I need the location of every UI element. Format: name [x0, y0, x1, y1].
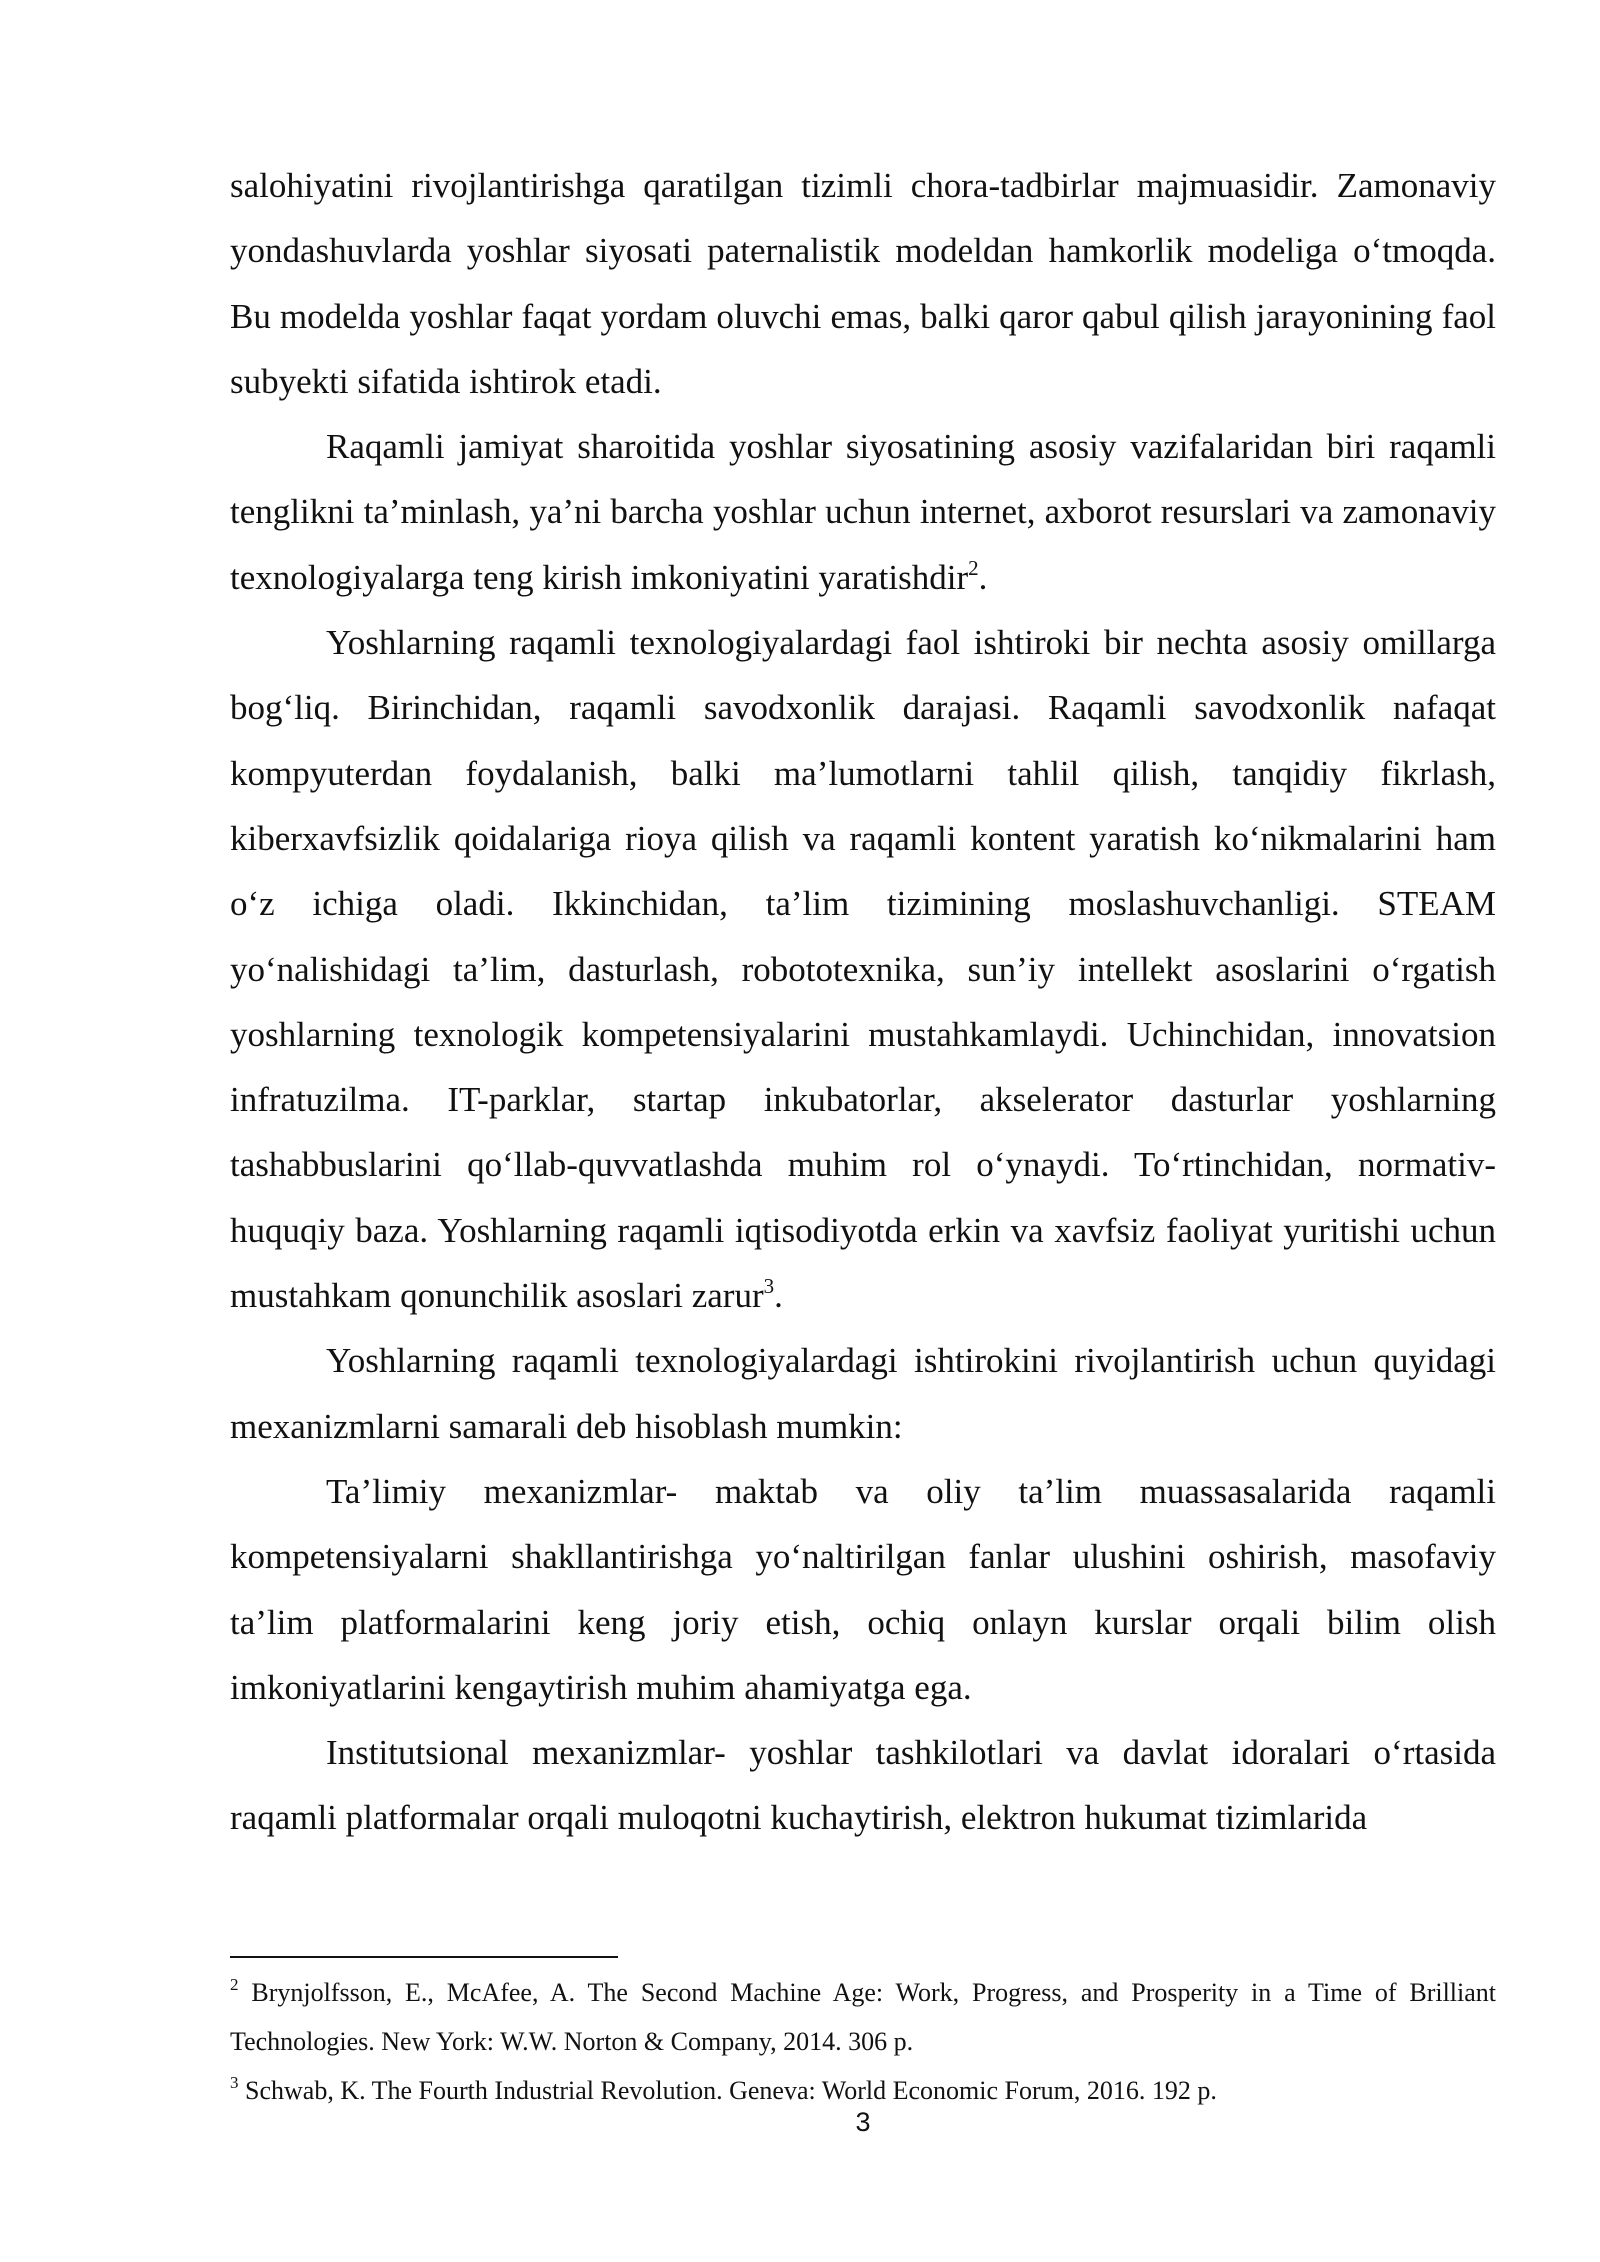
footnote-separator	[230, 1956, 618, 1958]
paragraph-text: Institutsional mexanizmlar- yoshlar tashkilotlari va davlat idoralari o‘rtasida raqamli platformalar orqali muloqotni kuchaytirish, elektron hukumat tizimlarida	[230, 1733, 1496, 1838]
paragraph-continuation	[230, 153, 1496, 414]
footnote-number: 2	[230, 1975, 239, 1994]
footnote-item	[230, 1968, 1496, 2066]
footnote-number: 3	[230, 2073, 239, 2092]
paragraph-text: Raqamli jamiyat sharoitida yoshlar siyosatining asosiy vazifalaridan biri raqamli tenglikni ta’minlash, ya’ni barcha yoshlar uchun internet, axborot resurslari va zamonaviy texnologiyalarga teng kirish imkoniyatini yaratishdir	[230, 427, 1496, 597]
paragraph-text: Yoshlarning raqamli texnologiyalardagi faol ishtiroki bir nechta asosiy omillarga bog‘liq. Birinchidan, raqamli savodxonlik darajasi. Raqamli savodxonlik nafaqat kompyuterdan foydalanish, balki ma’lumotlarni tahlil qilish, tanqidiy fikrlash, kiberxavfsizlik qoidalariga rioya qilish va raqamli kontent yaratish ko‘nikmalarini ham o‘z ichiga oladi. Ikkinchidan, ta’lim tizimining moslashuvchanligi. STEAM yo‘nalishidagi ta’lim, dasturlash, robototexnika, sun’iy intellekt asoslarini o‘rgatish yoshlarning texnologik kompetensiyalarini mustahkamlaydi. Uchinchidan, innovatsion infratuzilma. IT-parklar, startap inkubatorlar, akselerator dasturlar yoshlarning tashabbuslarini qo‘llab-quvvatlashda muhim rol o‘ynaydi. To‘rtinchidan, normativ-huquqiy baza. Yoshlarning raqamli iqtisodiyotda erkin va xavfsiz faoliyat yuritishi uchun mustahkam qonunchilik asoslari zarur	[230, 623, 1496, 1316]
paragraph-participation-factors	[230, 610, 1496, 1328]
paragraph-digital-equality	[230, 414, 1496, 610]
paragraph-educational-mechanisms	[230, 1459, 1496, 1720]
footnote-reference[interactable]: 2	[968, 555, 979, 580]
paragraph-mechanisms-intro	[230, 1328, 1496, 1459]
footnotes	[230, 1968, 1496, 2115]
page-number: 3	[855, 2107, 871, 2137]
footnote-text: Schwab, K. The Fourth Industrial Revolution. Geneva: World Economic Forum, 2016. 192 p.	[245, 2076, 1217, 2105]
body-text	[230, 153, 1496, 1851]
paragraph-text: Yoshlarning raqamli texnologiyalardagi ishtirokini rivojlantirish uchun quyidagi mexanizmlarni samarali deb hisoblash mumkin:	[230, 1341, 1496, 1446]
paragraph-tail: .	[774, 1276, 783, 1316]
paragraph-text: salohiyatini rivojlantirishga qaratilgan tizimli chora-tadbirlar majmuasidir. Zamonaviy yondashuvlarda yoshlar siyosati paternalistik modeldan hamkorlik modeliga o‘tmoqda. Bu modelda yoshlar faqat yordam oluvchi emas, balki qaror qabul qilish jarayonining faol subyekti sifatida ishtirok etadi.	[230, 166, 1496, 401]
paragraph-tail: .	[978, 557, 988, 597]
footnote-reference[interactable]: 3	[763, 1274, 775, 1299]
paragraph-text: Ta’limiy mexanizmlar- maktab va oliy ta’lim muassasalarida raqamli kompetensiyalarni shakllantirishga yo‘naltirilgan fanlar ulushini oshirish, masofaviy ta’lim platformalarini keng joriy etish, ochiq onlayn kurslar orqali bilim olish imkoniyatlarini kengaytirish muhim ahamiyatga ega.	[230, 1471, 1496, 1707]
paragraph-institutional-mechanisms	[230, 1720, 1496, 1851]
footnote-text: Brynjolfsson, E., McAfee, A. The Second Machine Age: Work, Progress, and Prosperity in a Time of Brilliant Technologies. New York: W.W. Norton & Company, 2014. 306 p.	[230, 1978, 1497, 2056]
